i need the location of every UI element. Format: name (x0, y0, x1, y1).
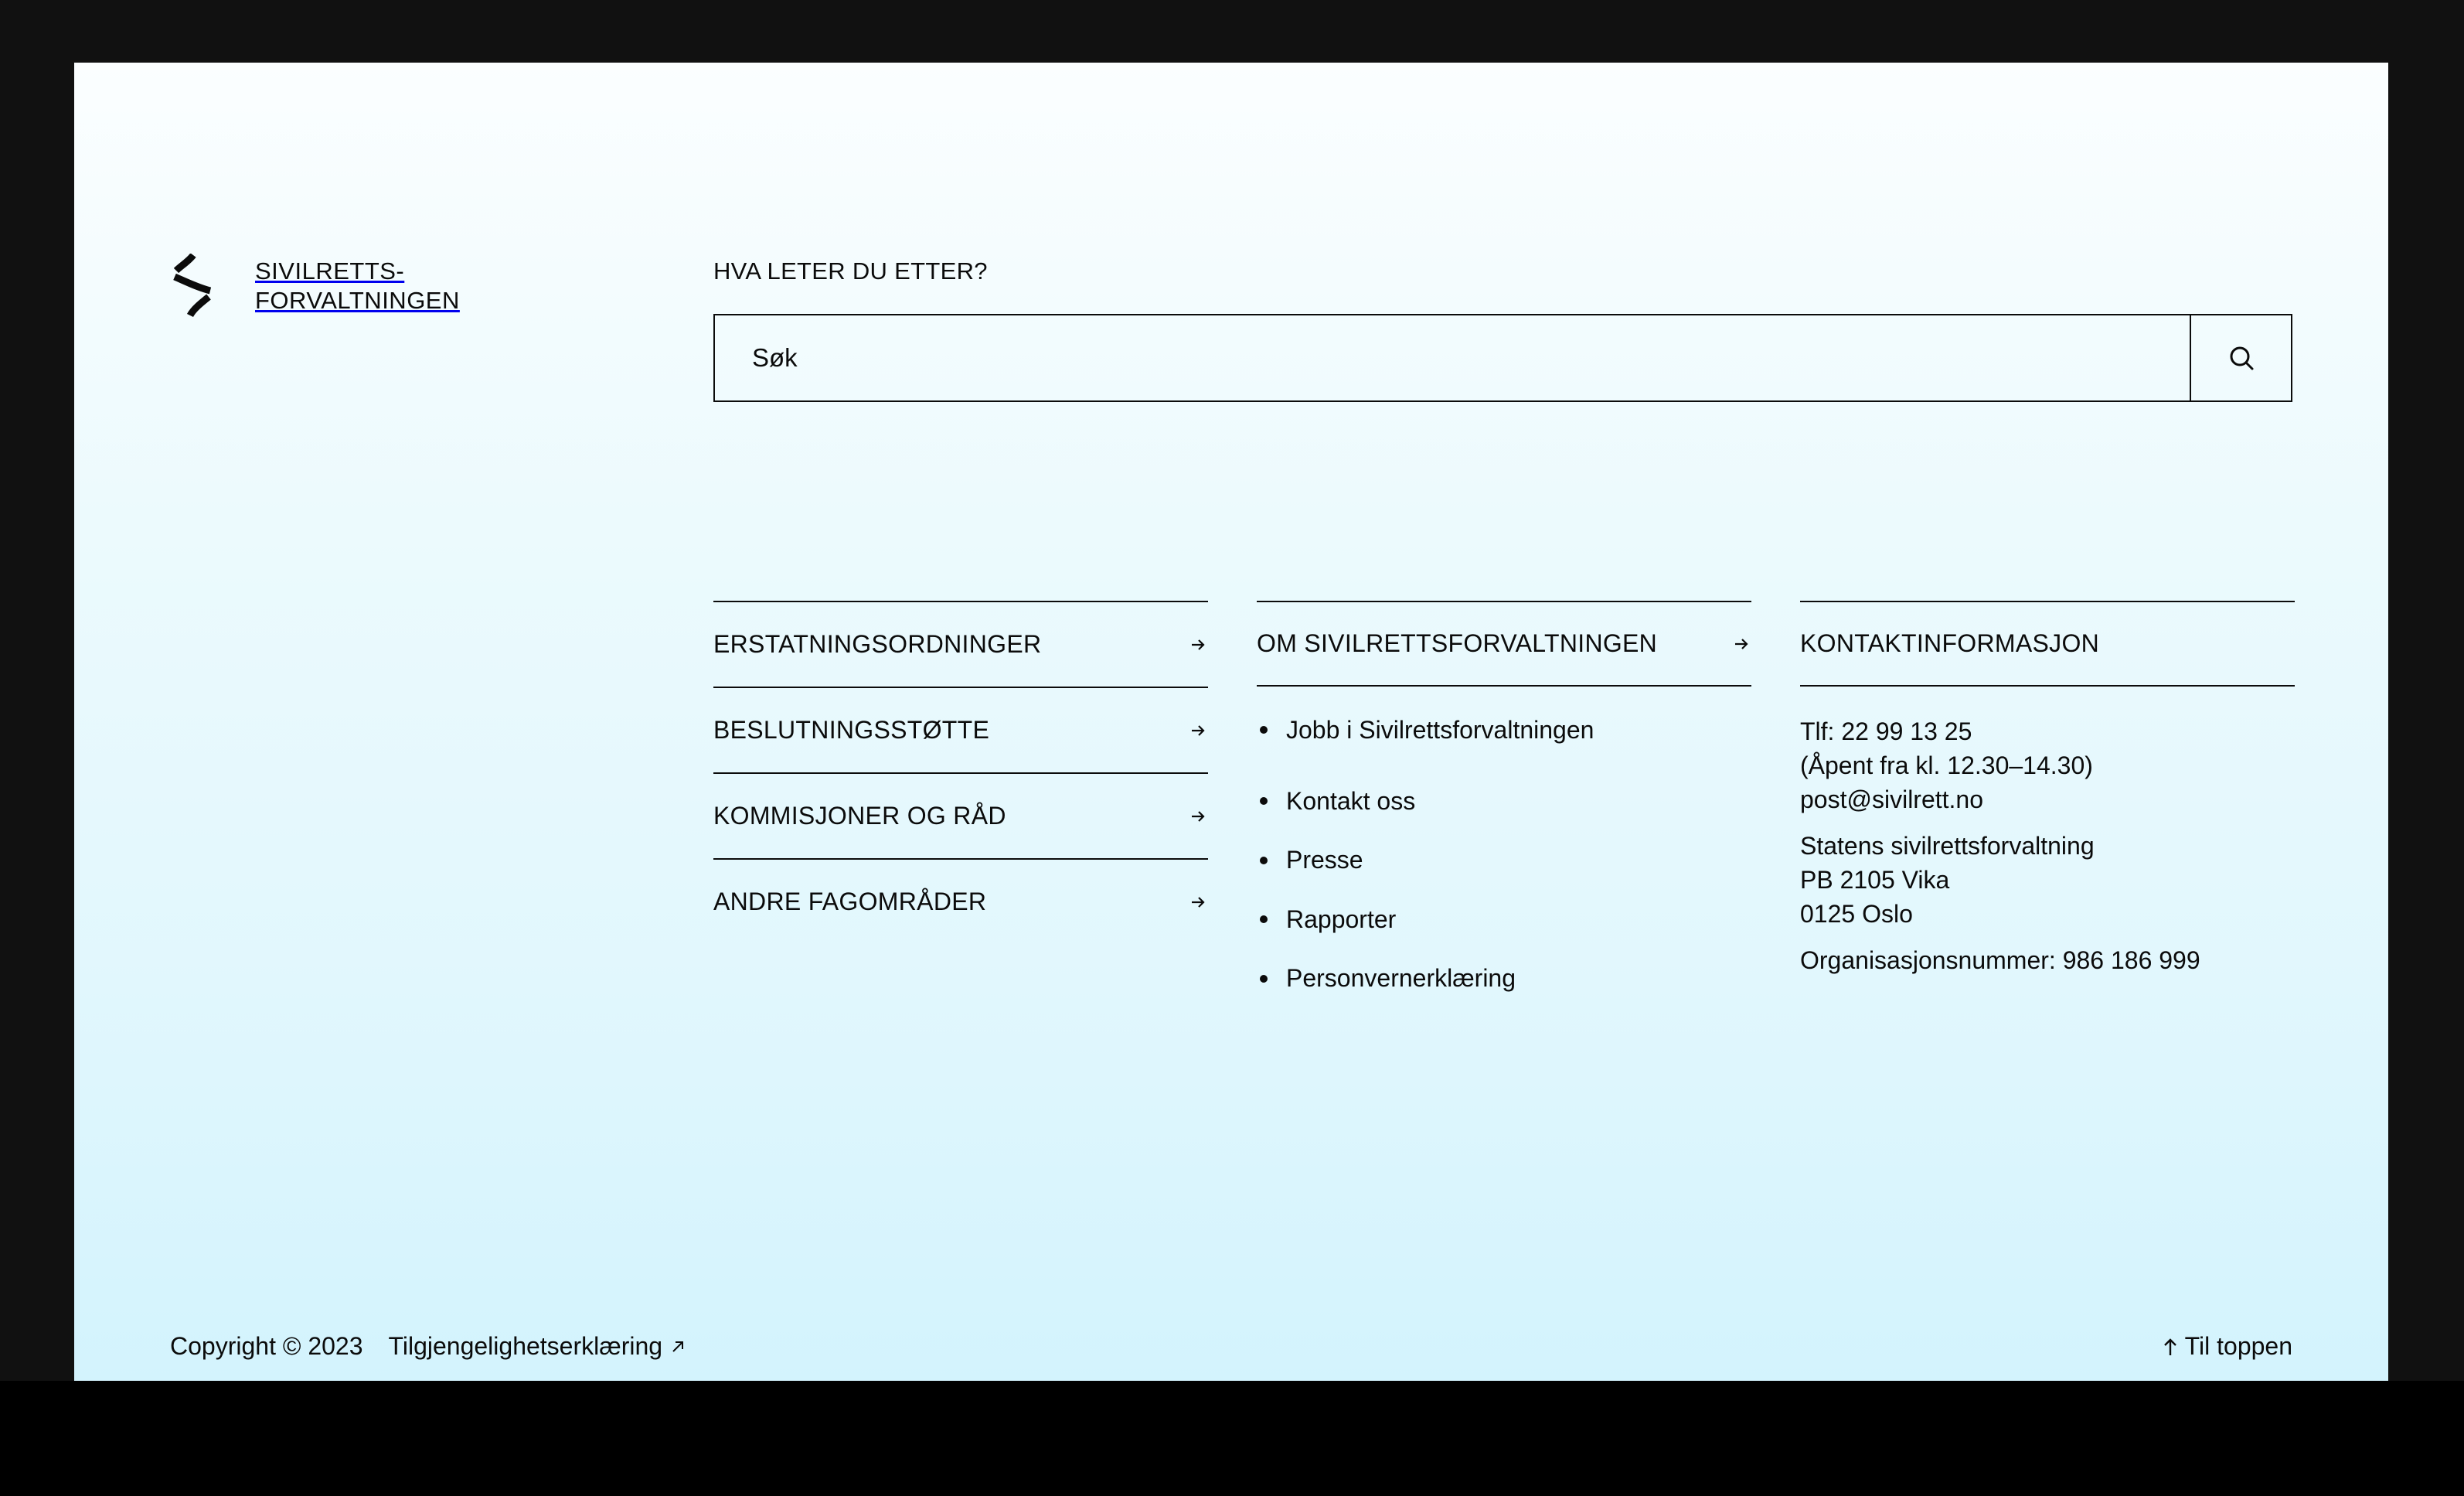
link-erstatningsordninger[interactable] (713, 601, 1208, 687)
external-link-icon (670, 1339, 686, 1355)
sivilrett-logo-mark-icon (170, 254, 215, 317)
list-item[interactable] (1257, 949, 1751, 1009)
list-item[interactable] (1257, 713, 1751, 747)
link-andre-fagomrader[interactable] (713, 858, 1208, 944)
accessibility-label: Tilgjengelighetserklæring (388, 1332, 663, 1360)
contact-org-number: Organisasjonsnummer: 986 186 999 (1800, 946, 2200, 974)
about-link-personvern[interactable]: Personvernerklæring (1286, 964, 1516, 993)
contact-address-group (1800, 829, 2295, 931)
copyright: Copyright © 2023 (170, 1332, 363, 1360)
contact-org-number-group (1800, 943, 2295, 977)
arrow-right-icon (1189, 894, 1206, 911)
about-link-presse[interactable]: Presse (1286, 846, 1363, 874)
arrow-right-icon (1189, 808, 1206, 825)
about-link-jobb[interactable]: Jobb i Sivilrettsforvaltningen (1286, 715, 1594, 744)
link-label: OM SIVILRETTSFORVALTNINGEN (1257, 629, 1658, 657)
link-beslutningsstotte[interactable] (713, 687, 1208, 772)
screen-bottom-band (0, 1381, 2464, 1496)
arrow-right-icon (1189, 636, 1206, 653)
search-form (713, 314, 2292, 402)
link-label: ERSTATNINGSORDNINGER (713, 630, 1042, 658)
contact-hours: (Åpent fra kl. 12.30–14.30) (1800, 751, 2093, 779)
contact-heading (1800, 601, 2295, 687)
list-item[interactable] (1257, 890, 1751, 949)
search-icon (2228, 345, 2255, 371)
list-item[interactable] (1257, 831, 1751, 891)
contact-heading-label: KONTAKTINFORMASJON (1800, 629, 2100, 657)
back-to-top-label: Til toppen (2184, 1332, 2292, 1360)
contact-po-box: PB 2105 Vika (1800, 866, 1950, 894)
topic-links-column (713, 601, 1208, 944)
back-to-top-link[interactable] (2162, 1332, 2292, 1361)
site-logo[interactable] (170, 254, 460, 317)
search-heading: HVA LETER DU ETTER? (713, 257, 988, 285)
link-kommisjoner-og-rad[interactable] (713, 772, 1208, 858)
contact-phone[interactable]: Tlf: 22 99 13 25 (1800, 717, 1972, 745)
about-link-kontakt[interactable]: Kontakt oss (1286, 786, 1416, 815)
contact-phone-group (1800, 714, 2295, 816)
about-link-rapporter[interactable]: Rapporter (1286, 905, 1397, 933)
logo-line-2: FORVALTNINGEN (255, 287, 460, 314)
footer-left (170, 1332, 686, 1361)
contact-email[interactable]: post@sivilrett.no (1800, 785, 1984, 813)
footer-panel (74, 63, 2388, 1381)
search-input[interactable] (715, 315, 2190, 400)
about-links-list (1257, 713, 1751, 1008)
link-label: KOMMISJONER OG RÅD (713, 802, 1006, 830)
contact-info (1800, 714, 2295, 977)
contact-org-name: Statens sivilrettsforvaltning (1800, 832, 2095, 860)
contact-column (1800, 601, 2295, 977)
arrow-right-icon (1189, 722, 1206, 739)
link-label: BESLUTNINGSSTØTTE (713, 716, 990, 744)
arrow-right-icon (1733, 636, 1750, 653)
accessibility-link[interactable] (389, 1332, 686, 1361)
contact-city: 0125 Oslo (1800, 900, 1913, 928)
link-label: ANDRE FAGOMRÅDER (713, 888, 987, 915)
arrow-up-icon (2162, 1337, 2179, 1357)
list-item[interactable] (1257, 772, 1751, 831)
search-button[interactable] (2190, 315, 2291, 400)
logo-line-1: SIVILRETTS- (255, 257, 405, 285)
logo-wordmark (255, 257, 460, 315)
about-column (1257, 601, 1751, 1008)
link-om-sivilrettsforvaltningen[interactable] (1257, 601, 1751, 687)
